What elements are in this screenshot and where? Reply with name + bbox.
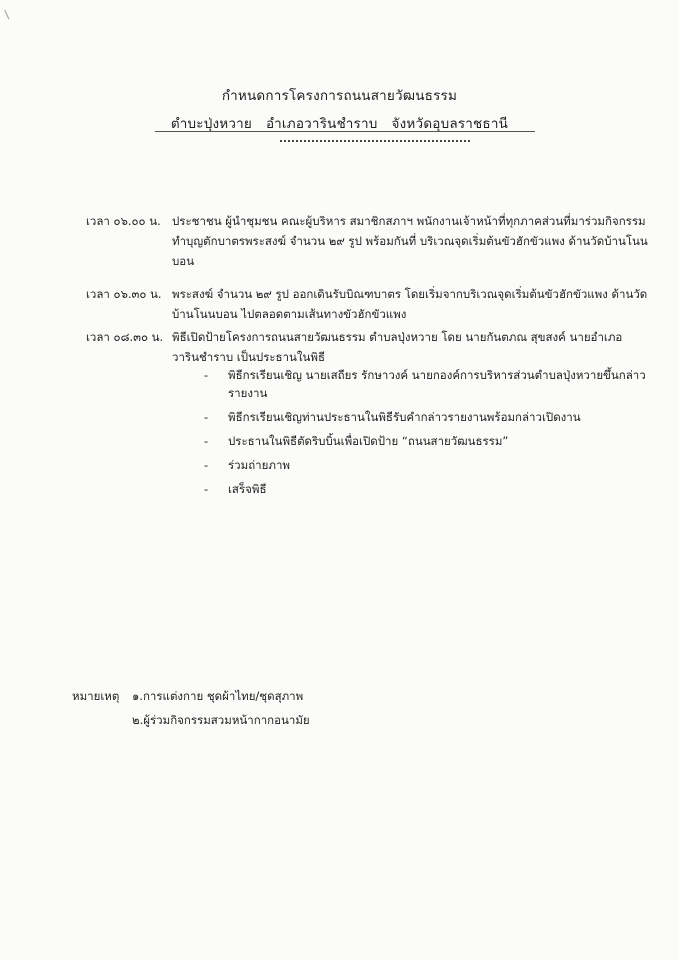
bullet-dash: - bbox=[204, 458, 209, 472]
title-underline bbox=[155, 131, 535, 132]
notes-label: หมายเหตุ bbox=[72, 689, 120, 703]
schedule-text: พระสงฆ์ จำนวน ๒๙ รูป ออกเดินรับบิณฑบาตร โดยเริ่มจากบริเวณจุดเริ่มต้นขัวฮักขัวแพง ด้านวัดบ้านโนนบอน ไปตลอดตามเส้นทางขัวฮักขัวแพง bbox=[172, 287, 648, 321]
ceremony-step bbox=[204, 480, 658, 498]
ceremony-step-text: พิธีกรเรียนเชิญ นายเสถียร รักษาวงค์ นายกองค์การบริหารส่วนตำบลปุ่งหวายขึ้นกล่าวรายงาน bbox=[228, 368, 646, 400]
note-item: ๒.ผู้ร่วมกิจกรรมสวมหน้ากากอนามัย bbox=[132, 713, 310, 727]
ceremony-step bbox=[204, 366, 658, 402]
schedule-text: ประชาชน ผู้นำชุมชน คณะผู้บริหาร สมาชิกสภาฯ พนักงานเจ้าหน้าที่ทุกภาคส่วนที่มาร่วมกิจกรรม ทำบุญตักบาตรพระสงฆ์ จำนวน ๒๙ รูป พร้อมกันที่ บริเวณจุดเริ่มต้นขัวฮักขัวแพง ด้านวัดบ้านโนนบอน bbox=[172, 214, 648, 268]
schedule-time: เวลา ๐๖.๓๐ น. bbox=[86, 287, 162, 301]
ceremony-step bbox=[204, 456, 658, 474]
bullet-dash: - bbox=[204, 482, 209, 496]
schedule-time: เวลา ๐๖.๐๐ น. bbox=[86, 214, 161, 228]
subdistrict-text: ตำบะปุ่งหวาย bbox=[170, 116, 253, 132]
bullet-dash: - bbox=[204, 410, 209, 424]
scan-edge-mark bbox=[4, 7, 16, 20]
note-item: ๑.การแต่งกาย ชุดผ้าไทย/ชุดสุภาพ bbox=[132, 689, 304, 703]
bullet-dash: - bbox=[204, 368, 209, 382]
schedule-time: เวลา ๐๘.๓๐ น. bbox=[86, 330, 164, 344]
schedule-text: พิธีเปิดป้ายโครงการถนนสายวัฒนธรรม ตำบลปุ่งหวาย โดย นายกันตภณ สุขสงค์ นายอำเภอวารินชำราบ เป็นประธานในพิธี bbox=[172, 330, 623, 364]
ceremony-step bbox=[204, 408, 658, 426]
ceremony-step-text: ร่วมถ่ายภาพ bbox=[228, 458, 290, 472]
document-title: กำหนดการโครงการถนนสายวัฒนธรรม bbox=[221, 88, 458, 104]
ceremony-step-text: พิธีกรเรียนเชิญท่านประธานในพิธีรับคำกล่าวรายงานพร้อมกล่าวเปิดงาน bbox=[228, 410, 581, 424]
ceremony-step-text: เสร็จพิธี bbox=[228, 482, 267, 496]
dotted-divider bbox=[280, 140, 470, 142]
ceremony-steps-list bbox=[204, 366, 658, 504]
bullet-dash: - bbox=[204, 434, 209, 448]
ceremony-step-text: ประธานในพิธีตัดริบบิ้นเพื่อเปิดป้าย “ถนนสายวัฒนธรรม” bbox=[228, 434, 509, 448]
district-text: อำเภอวารินชำราบ bbox=[266, 116, 378, 132]
ceremony-step bbox=[204, 432, 658, 450]
province-text: จังหวัดอุบลราชธานี bbox=[391, 116, 509, 132]
